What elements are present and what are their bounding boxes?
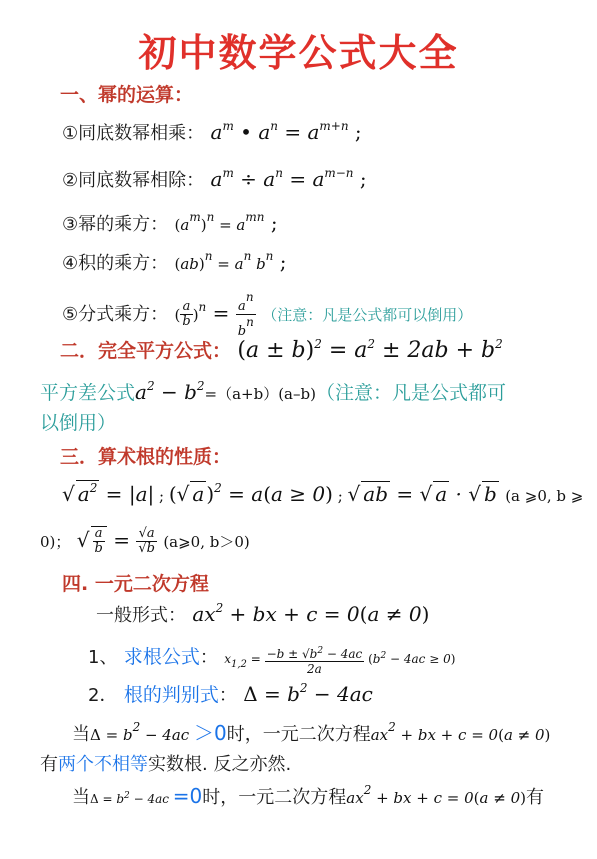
- text: 有: [40, 754, 58, 775]
- section-2-heading: 二．完全平方公式：: [60, 340, 232, 362]
- formula-row-5: [62, 290, 472, 339]
- case-zero-row: [72, 783, 544, 809]
- formula-rest: =（a+b）(a–b): [204, 385, 316, 403]
- text: 当: [72, 787, 90, 808]
- formula: $a^2 - b^2$: [135, 379, 205, 404]
- formula: ( $\frac{a}{b}$ )$^n$ = $\frac{a^n}{b^n}$: [174, 290, 254, 339]
- diff-squares-row: [40, 378, 506, 405]
- formula: $\Delta = b^2 - 4ac$: [90, 720, 194, 744]
- condition: ＞0: [193, 721, 227, 745]
- note: （注意：凡是公式都可以倒用）: [262, 306, 473, 324]
- formula: $x_{1,2}$ = $\frac{-b \pm √ b^2 - 4ac}{2a}$ $(b^2 - 4ac \ge 0)$: [224, 652, 455, 666]
- root-formula-row: 1、 求根公式： $x_{1,2}$ = $\frac{-b \pm √ b^2 - 4ac}{2a}$ $(b^2 - 4ac \ge 0)$: [88, 642, 455, 676]
- formula: $ax^2$ + bx + c = 0(a ≠ 0): [370, 720, 551, 744]
- text: 实数根. 反之亦然.: [148, 754, 292, 775]
- highlight: 两个不相等: [58, 754, 148, 775]
- condition: 0)；: [40, 533, 71, 551]
- text: 有: [525, 787, 544, 808]
- formula: $\Delta = b^2 - 4ac$: [90, 791, 173, 806]
- discriminant-label: 根的判别式: [123, 684, 219, 706]
- formula: √ ab = √ a · √ b: [348, 482, 499, 506]
- rule-label: ④积的乘方：: [62, 253, 169, 274]
- condition: (a⩾0, b＞0): [163, 533, 250, 551]
- section-1-heading: 一、幂的运算：: [60, 84, 194, 106]
- formula: (√ a )$^2$ = a(a ≥ 0): [169, 482, 333, 506]
- sqrt-row-1: √ $a^2 = |a|$ ; (√ a )$^2$ = a(a ≥ 0) ; √ ab = √ a · √ b (a ⩾0, b ⩾: [62, 480, 583, 506]
- section-2-row: [60, 336, 503, 363]
- formula: $(a \pm b)^2 = a^2 \pm 2ab + b^2$: [237, 337, 503, 363]
- case-positive-result: [40, 750, 291, 776]
- formula: $a^m$ • $a^n = a^{m+n}$: [210, 119, 349, 144]
- section-3-heading: 三．算术根的性质：: [60, 446, 232, 468]
- item-number: 2．: [88, 685, 118, 706]
- condition: =0: [172, 784, 203, 808]
- sqrt-row-2: [40, 526, 250, 556]
- root-formula-label: 求根公式: [123, 646, 200, 668]
- rule-label: ①同底数幂相乘：: [62, 123, 205, 144]
- case-positive-row: [72, 717, 550, 746]
- note: （注意：凡是公式都可: [315, 382, 506, 404]
- formula: $\Delta = b^2 - 4ac$: [243, 681, 373, 706]
- formula-row-2: ②同底数幂相除： $a^m \div a^n = a^{m-n}$ ;: [62, 166, 367, 191]
- text: 时，一元二次方程: [226, 724, 371, 745]
- formula: $a^m \div a^n = a^{m-n}$: [210, 166, 354, 191]
- page-title: 初中数学公式大全: [138, 31, 459, 75]
- formula: √ $a^2 = |a|$: [62, 482, 154, 506]
- formula-row-4: ④积的乘方： $(ab)^n = a^n$ $b^n$ ;: [62, 249, 287, 274]
- formula: $(ab)^n = a^n$ $b^n$: [174, 249, 274, 273]
- general-form-row: [96, 601, 429, 627]
- discriminant-row: 2． 根的判别式： $\Delta = b^2 - 4ac$: [88, 681, 373, 706]
- text: 当: [72, 724, 90, 745]
- rule-label: ③幂的乘方：: [62, 214, 169, 235]
- text: 时，一元二次方程: [202, 787, 347, 808]
- note-continued: 以倒用）: [40, 412, 117, 434]
- diff-label: 平方差公式: [40, 382, 136, 404]
- formula: $ax^2$ + bx + c = 0(a ≠ 0): [192, 601, 430, 626]
- formula: $ax^2$ + bx + c = 0(a ≠ 0): [346, 783, 526, 807]
- formula: $(a^m)^n = a^{mn}$: [174, 210, 265, 234]
- formula: √ $\frac{a}{b}$ = √ a √ b: [77, 528, 157, 552]
- rule-label: ⑤分式乘方：: [62, 304, 169, 325]
- formula-row-1: ①同底数幂相乘： $a^m$ • $a^n = a^{m+n}$ ;: [62, 119, 362, 144]
- item-number: 1、: [88, 647, 118, 668]
- rule-label: ②同底数幂相除：: [62, 170, 205, 191]
- formula-row-3: ③幂的乘方： $(a^m)^n = a^{mn}$ ;: [62, 210, 278, 235]
- section-4-heading: 四. 一元二次方程: [62, 573, 209, 595]
- label: 一般形式：: [96, 605, 186, 626]
- condition: (a ⩾0, b ⩾: [505, 487, 584, 505]
